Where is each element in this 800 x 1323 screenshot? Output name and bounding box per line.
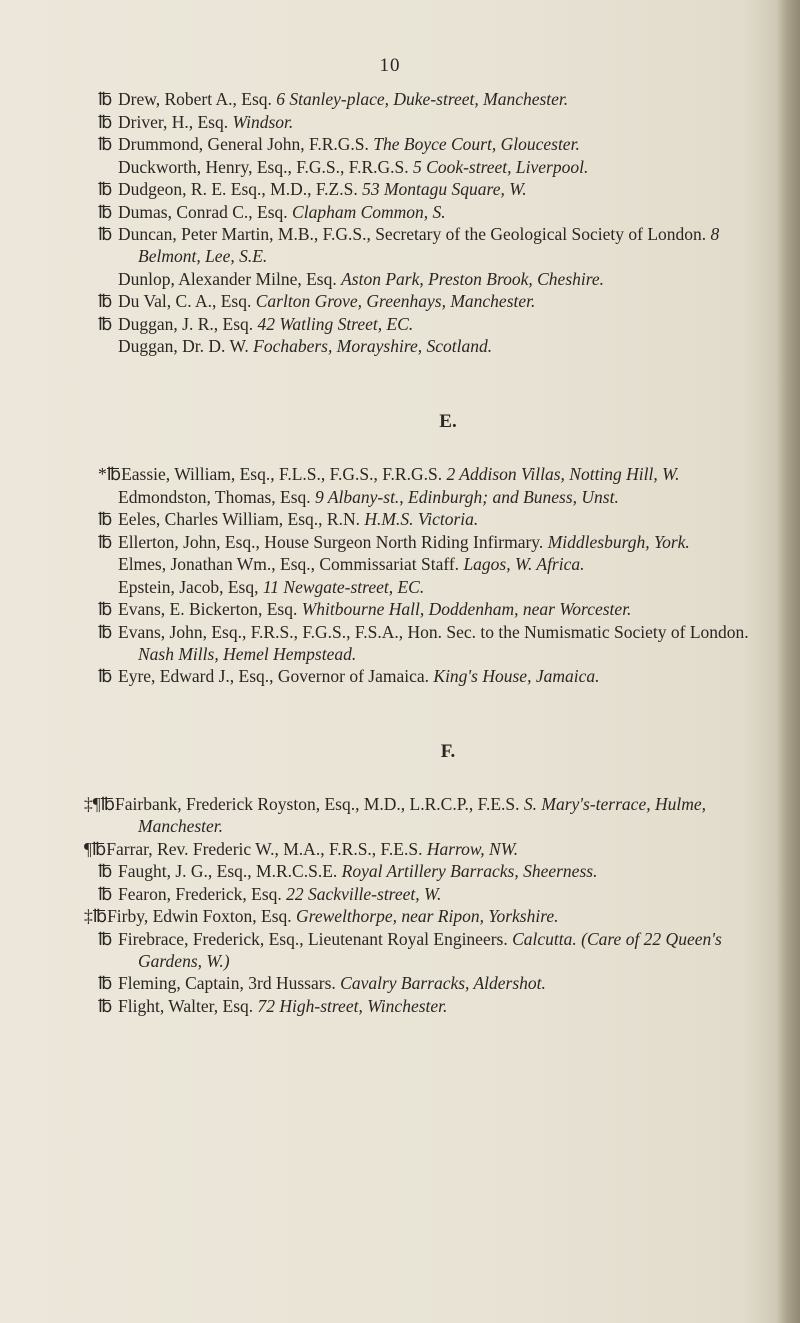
member-name: Duckworth, Henry, Esq., F.G.S., F.R.G.S. — [118, 156, 414, 177]
member-marks: ‡¶℔ — [84, 794, 115, 814]
member-address: Windsor. — [232, 111, 294, 132]
member-name: Evans, E. Bickerton, Esq. — [118, 599, 302, 619]
member-name: Eeles, Charles William, Esq., R.N. — [118, 509, 365, 529]
member-name: Evans, John, Esq., F.R.S., F.G.S., F.S.A., Hon. Sec. to the Numismatic Society of London. — [118, 621, 749, 642]
section-letter: F. — [440, 741, 456, 762]
member-name: Dumas, Conrad C., Esq. — [118, 201, 293, 222]
member-name: Duggan, J. R., Esq. — [118, 313, 258, 334]
member-address: 5 Cook-street, Liverpool. — [413, 156, 589, 177]
member-entry: ℔ Duncan, Peter Martin, M.B., F.G.S., Secretary of the Geological Society of London. 8 Belmont, Lee, S.E. — [98, 224, 720, 266]
member-entry: ℔ Flight, Walter, Esq. 72 High-street, Winchester. — [98, 995, 448, 1016]
member-name: Firby, Edwin Foxton, Esq. — [107, 906, 297, 926]
member-entry: ℔ Duggan, J. R., Esq. 42 Watling Street, EC. — [98, 313, 414, 334]
member-entry — [118, 553, 778, 575]
member-address: Aston Park, Preston Brook, Cheshire. — [341, 268, 605, 289]
member-address: 42 Watling Street, EC. — [257, 313, 414, 334]
member-entry: ℔ Dumas, Conrad C., Esq. Clapham Common, S. — [98, 201, 446, 222]
member-name: Firebrace, Frederick, Esq., Lieutenant Royal Engineers. — [118, 928, 513, 949]
member-entry: ℔ Ellerton, John, Esq., House Surgeon North Riding Infirmary. Middlesburgh, York. — [98, 531, 690, 552]
member-address: Lagos, W. Africa. — [463, 554, 585, 574]
member-address: Middlesburgh, York. — [547, 531, 690, 552]
member-entry — [118, 576, 778, 598]
member-entry — [84, 905, 778, 927]
member-name: Faught, J. G., Esq., M.R.C.S.E. — [118, 861, 342, 881]
member-address: Clapham Common, S. — [292, 201, 446, 222]
member-marks: ‡℔ — [84, 906, 108, 926]
member-entry — [118, 268, 778, 290]
member-entry: ℔ Dudgeon, R. E. Esq., M.D., F.Z.S. 53 Montagu Square, W. — [98, 179, 527, 199]
member-entry: ℔ Fearon, Frederick, Esq. 22 Sackville-street, W. — [98, 883, 442, 904]
member-name: Elmes, Jonathan Wm., Esq., Commissariat Staff. — [118, 554, 464, 574]
member-address: Grewelthorpe, near Ripon, Yorkshire. — [296, 906, 559, 926]
member-address: Royal Artillery Barracks, Sheerness. — [341, 861, 598, 881]
member-entry: ℔ Faught, J. G., Esq., M.R.C.S.E. Royal Artillery Barracks, Sheerness. — [98, 861, 598, 881]
member-marks: ¶℔ — [84, 838, 107, 859]
member-address: 6 Stanley-place, Duke-street, Manchester. — [276, 89, 569, 109]
member-name: Du Val, C. A., Esq. — [118, 291, 256, 311]
member-address: Cavalry Barracks, Aldershot. — [340, 973, 546, 993]
member-address: 72 High-street, Winchester. — [257, 995, 448, 1016]
member-address: 9 Albany-st., Edinburgh; and Buness, Unst. — [315, 486, 619, 507]
member-address: Calcutta. (Care of 22 Queen's Gardens, W.) — [138, 928, 722, 971]
page-edge-shadow — [778, 0, 800, 1323]
section-letter: E. — [439, 411, 457, 432]
member-name: Edmondston, Thomas, Esq. — [118, 486, 316, 507]
member-entry: ℔ Eyre, Edward J., Esq., Governor of Jamaica. King's House, Jamaica. — [98, 666, 600, 686]
member-address: 53 Montagu Square, W. — [362, 179, 527, 199]
member-name: Dudgeon, R. E. Esq., M.D., F.Z.S. — [118, 179, 363, 199]
member-name: Epstein, Jacob, Esq, — [118, 576, 263, 597]
member-name: Duncan, Peter Martin, M.B., F.G.S., Secretary of the Geological Society of London. — [118, 224, 711, 244]
member-entry: ℔ Firebrace, Frederick, Esq., Lieutenant Royal Engineers. Calcutta. (Care of 22 Queen's Gardens, W.) — [98, 928, 722, 971]
member-name: Fleming, Captain, 3rd Hussars. — [118, 973, 341, 993]
member-entry: ℔ Drummond, General John, F.R.G.S. The Boyce Court, Gloucester. — [98, 134, 580, 154]
member-address: The Boyce Court, Gloucester. — [373, 134, 580, 154]
member-name: Duggan, Dr. D. W. — [118, 336, 254, 356]
member-list — [84, 88, 778, 1017]
member-address: 11 Newgate-street, EC. — [262, 576, 425, 597]
member-name: Eyre, Edward J., Esq., Governor of Jamaica. — [118, 666, 434, 686]
member-entry: ℔ Du Val, C. A., Esq. Carlton Grove, Greenhays, Manchester. — [98, 291, 536, 311]
member-entry: ℔ Evans, John, Esq., F.R.S., F.G.S., F.S.A., Hon. Sec. to the Numismatic Society of London. Nash Mills, Hemel Hempstead. — [98, 621, 749, 664]
member-name: Drew, Robert A., Esq. — [118, 89, 277, 109]
member-name: Ellerton, John, Esq., House Surgeon North Riding Infirmary. — [118, 531, 548, 552]
member-entry: ℔ Driver, H., Esq. Windsor. — [98, 111, 294, 132]
member-name: Fearon, Frederick, Esq. — [118, 883, 287, 904]
member-address: 8 Belmont, Lee, S.E. — [138, 224, 720, 266]
member-name: Eassie, William, Esq., F.L.S., F.G.S., F.R.G.S. — [121, 464, 447, 484]
member-address: Harrow, NW. — [426, 838, 519, 859]
page-number: 10 — [379, 55, 401, 76]
member-address: Whitbourne Hall, Doddenham, near Worcester. — [301, 599, 632, 619]
member-name: Flight, Walter, Esq. — [118, 995, 258, 1016]
member-name: Driver, H., Esq. — [118, 111, 233, 132]
member-address: 2 Addison Villas, Notting Hill, W. — [446, 464, 680, 484]
member-entry: ℔ Eeles, Charles William, Esq., R.N. H.M.S. Victoria. — [98, 509, 479, 529]
member-entry — [118, 335, 778, 357]
member-name: Dunlop, Alexander Milne, Esq. — [118, 268, 342, 289]
member-entry — [118, 156, 778, 178]
member-address: King's House, Jamaica. — [433, 666, 600, 686]
member-name: Farrar, Rev. Frederic W., M.A., F.R.S., F.E.S. — [106, 838, 427, 859]
member-name: Drummond, General John, F.R.G.S. — [118, 134, 374, 154]
member-entry — [118, 486, 778, 508]
member-entry: ℔ Drew, Robert A., Esq. 6 Stanley-place, Duke-street, Manchester. — [98, 89, 569, 109]
member-entry: ℔ Evans, E. Bickerton, Esq. Whitbourne Hall, Doddenham, near Worcester. — [98, 599, 632, 619]
member-entry — [84, 838, 778, 860]
member-address: H.M.S. Victoria. — [364, 509, 479, 529]
member-address: Nash Mills, Hemel Hempstead. — [138, 643, 357, 664]
member-address: S. Mary's-terrace, Hulme, Manchester. — [138, 794, 706, 836]
member-name: Fairbank, Frederick Royston, Esq., M.D., L.R.C.P., F.E.S. — [115, 794, 524, 814]
member-address: Carlton Grove, Greenhays, Manchester. — [255, 291, 536, 311]
member-address: Fochabers, Morayshire, Scotland. — [253, 336, 493, 356]
member-entry — [98, 463, 778, 485]
member-address: 22 Sackville-street, W. — [286, 883, 442, 904]
member-marks: *℔ — [98, 464, 122, 484]
member-entry — [84, 793, 778, 837]
member-entry: ℔ Fleming, Captain, 3rd Hussars. Cavalry Barracks, Aldershot. — [98, 973, 546, 993]
